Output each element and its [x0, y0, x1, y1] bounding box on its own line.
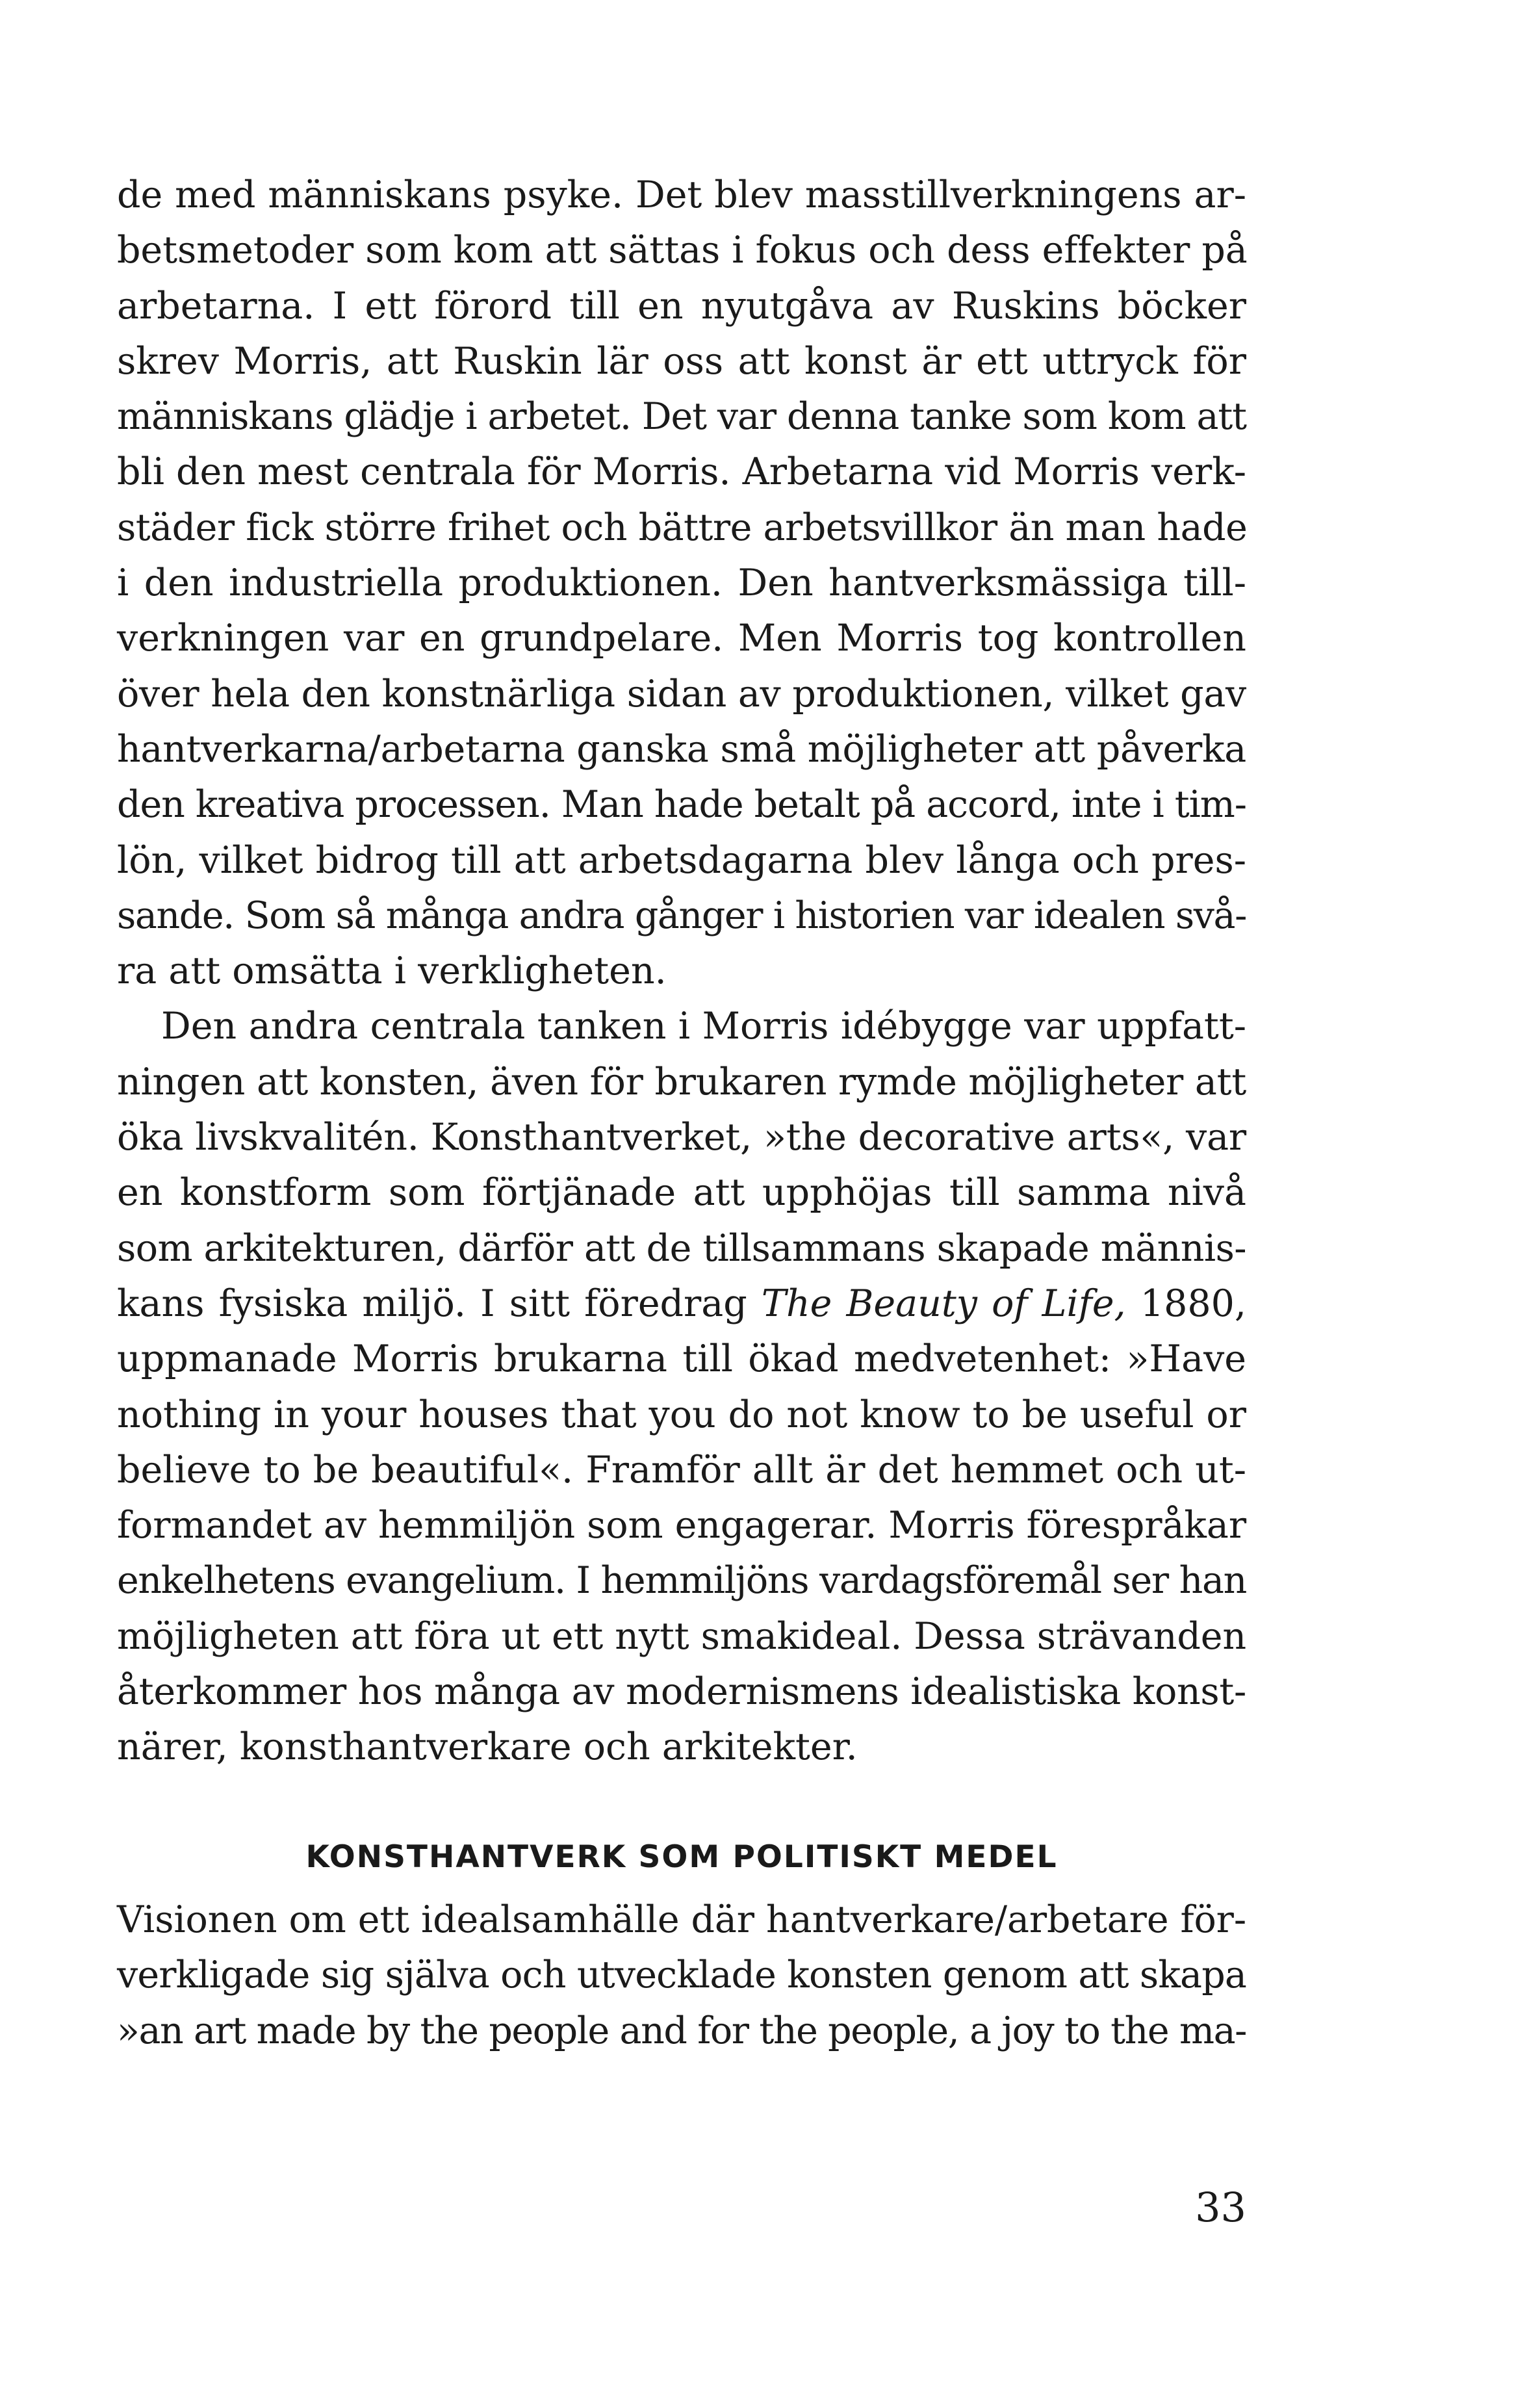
text-line: över hela den konstnärliga sidan av produktionen, vilket gav	[117, 672, 1246, 716]
text-line: ningen att konsten, även för brukaren rymde möjligheter att	[117, 1060, 1246, 1104]
text-line: sande. Som så många andra gånger i historien var idealen svå-	[117, 894, 1246, 937]
text-line: öka livskvalitén. Konsthantverket, »the decorative arts«, var	[117, 1116, 1246, 1159]
text-line: arbetarna. I ett förord till en nyutgåva av Ruskins böcker	[117, 284, 1246, 328]
text-line: betsmetoder som kom att sättas i fokus och dess effekter på	[117, 229, 1248, 272]
text-line: människans glädje i arbetet. Det var denna tanke som kom att	[117, 395, 1246, 439]
text-fragment: kans fysiska miljö. I sitt föredrag	[117, 1282, 762, 1325]
text-line: städer fick större frihet och bättre arbetsvillkor än man hade	[117, 506, 1248, 549]
text-line: en konstform som förtjänade att upphöjas till samma nivå	[117, 1171, 1246, 1215]
text-line: verkningen var en grundpelare. Men Morris tog kontrollen	[117, 617, 1246, 660]
text-line: formandet av hemmiljön som engagerar. Morris förespråkar	[117, 1504, 1246, 1547]
body-text-section-2	[117, 1892, 1246, 2059]
text-line: ra att omsätta i verkligheten.	[117, 949, 667, 993]
text-line: enkelhetens evangelium. I hemmiljöns vardagsföremål ser han	[117, 1559, 1246, 1603]
body-text	[117, 168, 1246, 1776]
text-line: hantverkarna/arbetarna ganska små möjligheter att påverka	[117, 727, 1246, 771]
text-line: den kreativa processen. Man hade betalt på accord, inte i tim-	[117, 783, 1246, 827]
page-number: 33	[1195, 2184, 1246, 2231]
text-line: lön, vilket bidrog till att arbetsdagarna blev långa och pres-	[117, 838, 1246, 882]
text-line: närer, konsthantverkare och arkitekter.	[117, 1725, 858, 1769]
text-line: uppmanade Morris brukarna till ökad medvetenhet: »Have	[117, 1337, 1246, 1381]
text-line: som arkitekturen, därför att de tillsammans skapade männis-	[117, 1226, 1246, 1270]
text-line: believe to be beautiful«. Framför allt är det hemmet och ut-	[117, 1448, 1246, 1492]
text-line: bli den mest centrala för Morris. Arbetarna vid Morris verk-	[117, 450, 1246, 494]
lecture-title: The Beauty of Life,	[761, 1282, 1126, 1325]
text-line: Den andra centrala tanken i Morris idébygge var uppfatt-	[161, 1005, 1246, 1048]
paragraph-1	[117, 168, 1246, 999]
paragraph-3	[117, 1892, 1246, 2059]
text-line: nothing in your houses that you do not know to be useful or	[117, 1393, 1246, 1436]
text-line-with-title	[117, 1276, 1246, 1332]
text-line: »an art made by the people and for the people, a joy to the ma-	[117, 2009, 1246, 2052]
text-line: de med människans psyke. Det blev masstillverkningens ar-	[117, 174, 1246, 216]
text-line: Visionen om ett idealsamhälle där hantverkare/arbetare för-	[117, 1898, 1246, 1941]
text-line: skrev Morris, att Ruskin lär oss att konst är ett uttryck för	[117, 339, 1246, 383]
text-line: i den industriella produktionen. Den hantverksmässiga till-	[117, 562, 1246, 605]
text-fragment: 1880,	[1125, 1282, 1246, 1325]
paragraph-2	[117, 999, 1246, 1775]
section-heading: KONSTHANTVERK SOM POLITISKT MEDEL	[305, 1839, 1058, 1875]
text-line: verkligade sig själva och utvecklade konsten genom att skapa	[117, 1954, 1246, 1997]
text-line: återkommer hos många av modernismens idealistiska konst-	[117, 1670, 1246, 1714]
text-line: möjligheten att föra ut ett nytt smakideal. Dessa strävanden	[117, 1614, 1246, 1658]
